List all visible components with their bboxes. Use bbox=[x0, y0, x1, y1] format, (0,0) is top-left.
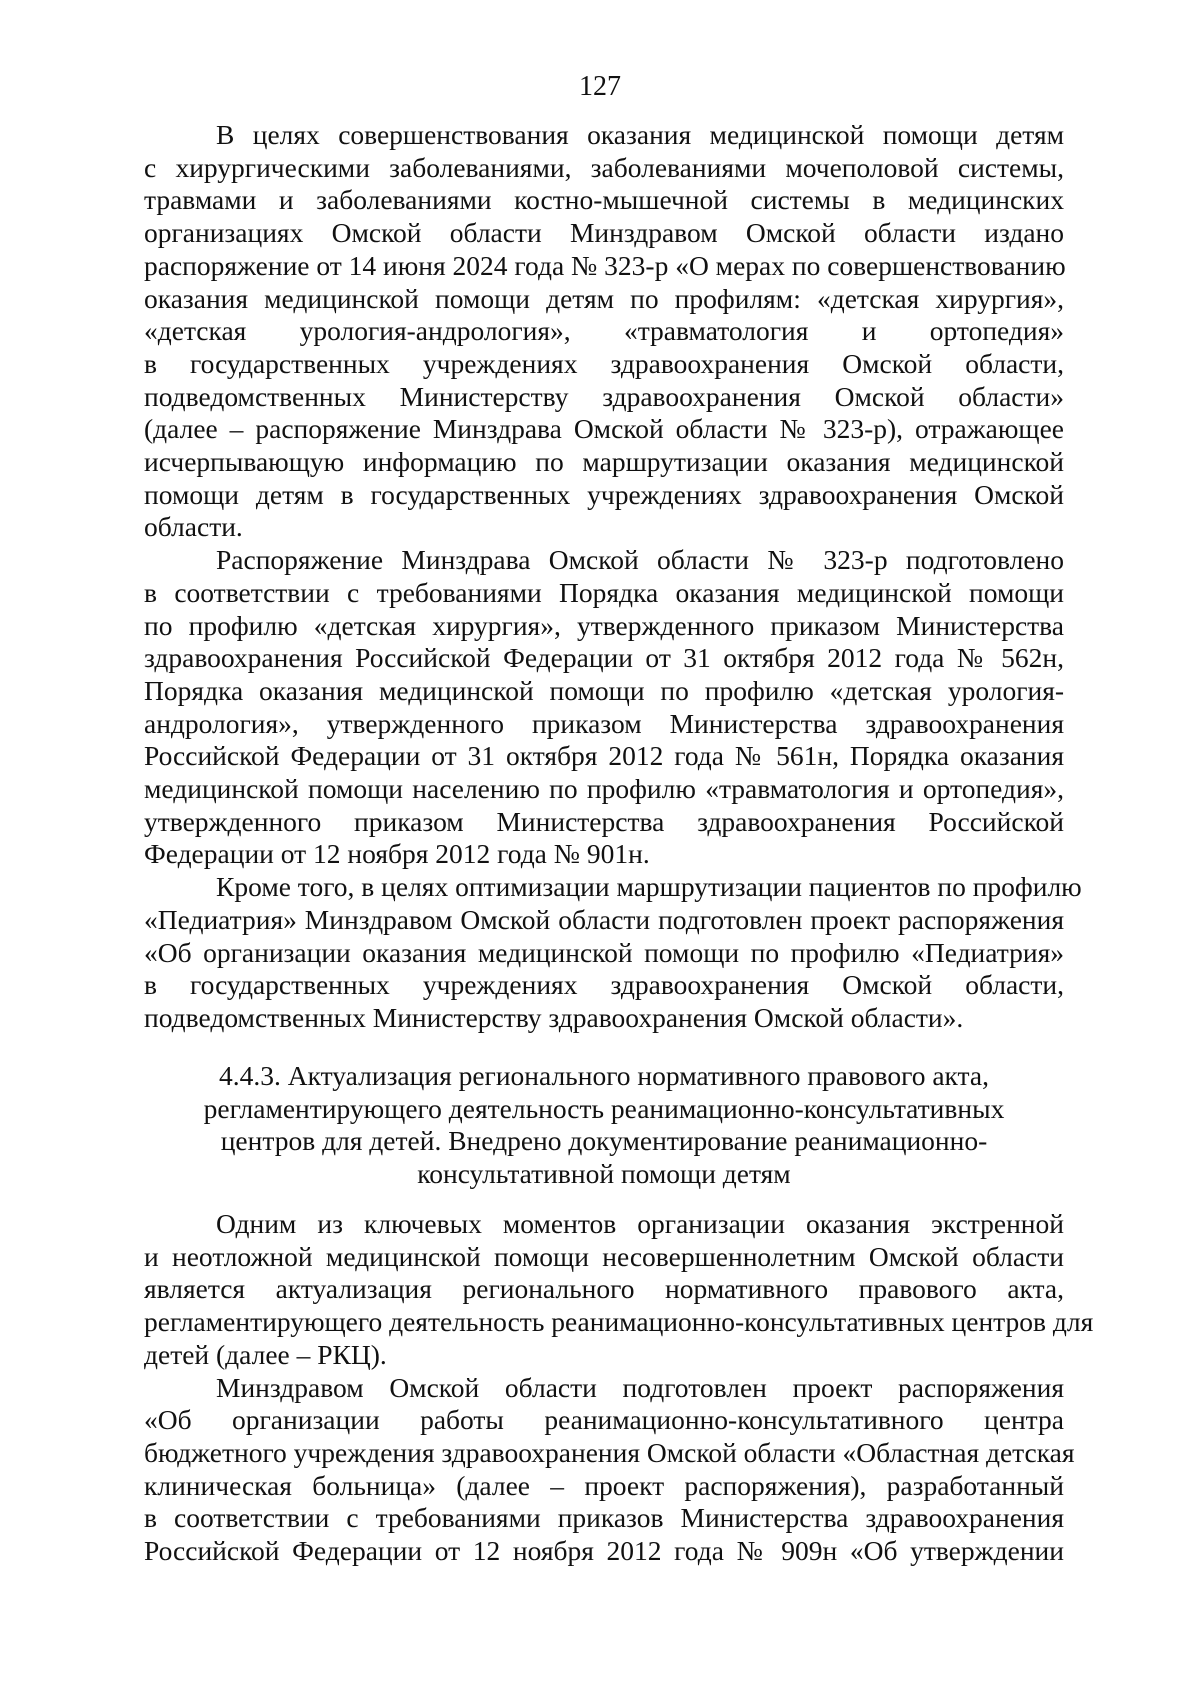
text-line: распоряжение от 14 июня 2024 года № 323-р «О мерах по совершенствованию bbox=[144, 249, 1066, 281]
text-line: подведомственных Министерству здравоохранения Омской области». bbox=[144, 1001, 964, 1033]
text-line: помощи детям в государственных учреждениях здравоохранения Омской bbox=[144, 478, 1064, 510]
text-line: исчерпывающую информацию по маршрутизации оказания медицинской bbox=[144, 446, 1064, 478]
text-line: «Об организации оказания медицинской помощи по профилю «Педиатрия» bbox=[144, 936, 1064, 968]
paragraph-pediatrics-draft bbox=[144, 871, 1082, 1035]
text-line: Распоряжение Минздрава Омской области № 323-р подготовлено bbox=[216, 544, 1064, 576]
text-line: Российской Федерации от 12 ноября 2012 года № 909н «Об утверждении bbox=[144, 1535, 1064, 1567]
section-heading bbox=[144, 1060, 1064, 1191]
text-line: В целях совершенствования оказания медицинской помощи детям bbox=[216, 119, 1064, 150]
text-line: является актуализация регионального нормативного правового акта, bbox=[144, 1273, 1064, 1305]
text-line: регламентирующего деятельность реанимационно-консультативных центров для bbox=[144, 1306, 1094, 1338]
text-line: Одним из ключевых моментов организации оказания экстренной bbox=[216, 1208, 1064, 1239]
text-line: андрология», утвержденного приказом Министерства здравоохранения bbox=[144, 707, 1064, 739]
paragraph-rkc-draft-order bbox=[144, 1371, 1075, 1568]
text-line: по профилю «детская хирургия», утвержденного приказом Министерства bbox=[144, 609, 1064, 641]
text-line: в государственных учреждениях здравоохранения Омской области, bbox=[144, 347, 1064, 379]
text-line: с хирургическими заболеваниями, заболеваниями мочеполовой системы, bbox=[144, 151, 1064, 183]
text-line: в соответствии с требованиями приказов Министерства здравоохранения bbox=[144, 1502, 1064, 1534]
heading-line: регламентирующего деятельность реанимационно-консультативных bbox=[203, 1092, 1005, 1124]
paragraph-routing-order bbox=[144, 119, 1064, 544]
text-line: области. bbox=[144, 511, 243, 543]
text-line: «Об организации работы реанимационно-консультативного центра bbox=[144, 1404, 1064, 1436]
text-line: в государственных учреждениях здравоохранения Омской области, bbox=[144, 969, 1064, 1001]
text-line: медицинской помощи населению по профилю «травматология и ортопедия», bbox=[144, 773, 1064, 805]
text-line: организациях Омской области Минздравом Омской области издано bbox=[144, 217, 1064, 249]
text-line: и неотложной медицинской помощи несовершеннолетним Омской области bbox=[144, 1240, 1064, 1272]
text-line: клиническая больница» (далее – проект распоряжения), разработанный bbox=[144, 1469, 1064, 1501]
text-line: Кроме того, в целях оптимизации маршрутизации пациентов по профилю bbox=[216, 871, 1082, 903]
text-line: Федерации от 12 ноября 2012 года № 901н. bbox=[144, 838, 650, 870]
text-line: бюджетного учреждения здравоохранения Омской области «Областная детская bbox=[144, 1436, 1075, 1468]
text-block-lower bbox=[144, 1208, 1094, 1568]
text-line: «Педиатрия» Минздравом Омской области подготовлен проект распоряжения bbox=[144, 903, 1064, 935]
text-line: здравоохранения Российской Федерации от 31 октября 2012 года № 562н, bbox=[144, 642, 1064, 674]
heading-line: консультативной помощи детям bbox=[417, 1158, 791, 1190]
heading-line: 4.4.3. Актуализация регионального нормативного правового акта, bbox=[219, 1060, 989, 1091]
text-line: подведомственных Министерству здравоохранения Омской области» bbox=[144, 380, 1064, 412]
text-line: утвержденного приказом Министерства здравоохранения Российской bbox=[144, 805, 1064, 837]
text-line: Порядка оказания медицинской помощи по профилю «детская урология- bbox=[144, 674, 1064, 706]
text-line: (далее – распоряжение Минздрава Омской области № 323-р), отражающее bbox=[144, 413, 1064, 445]
paragraph-rkc-actualization bbox=[144, 1208, 1094, 1372]
text-block-upper bbox=[144, 119, 1082, 1035]
text-line: в соответствии с требованиями Порядка оказания медицинской помощи bbox=[144, 576, 1064, 608]
text-line: оказания медицинской помощи детям по профилям: «детская хирургия», bbox=[144, 282, 1064, 314]
page-number: 127 bbox=[579, 71, 621, 102]
text-line: детей (далее – РКЦ). bbox=[144, 1338, 387, 1370]
text-line: Российской Федерации от 31 октября 2012 года № 561н, Порядка оказания bbox=[144, 740, 1064, 772]
text-line: травмами и заболеваниями костно-мышечной системы в медицинских bbox=[144, 184, 1064, 216]
text-line: «детская урология-андрология», «травматология и ортопедия» bbox=[144, 315, 1064, 347]
paragraph-order-basis bbox=[144, 544, 1064, 871]
text-line: Минздравом Омской области подготовлен проект распоряжения bbox=[216, 1371, 1064, 1403]
heading-line: центров для детей. Внедрено документирование реанимационно- bbox=[220, 1125, 988, 1157]
